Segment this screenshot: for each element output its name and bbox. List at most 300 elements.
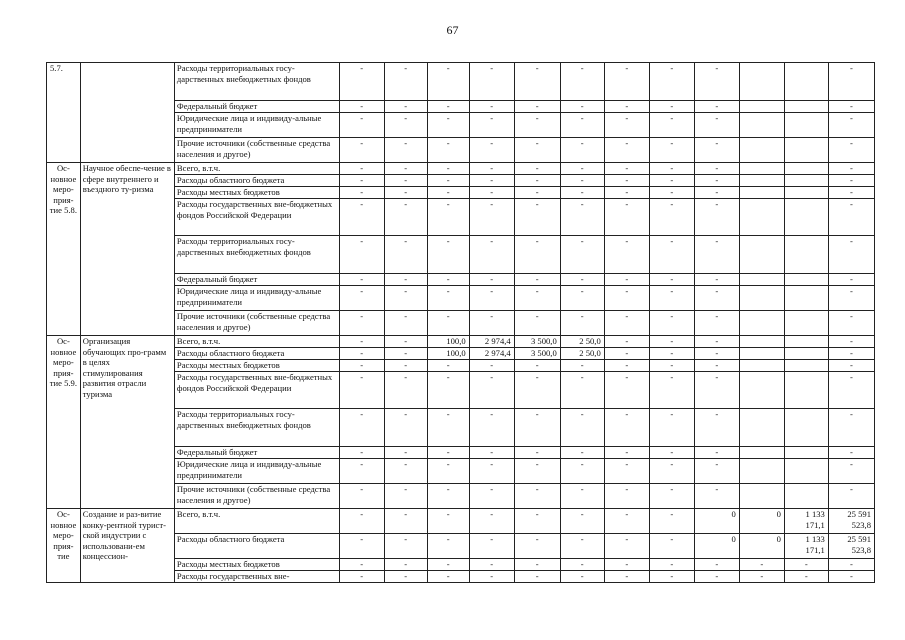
value-cell: - bbox=[514, 286, 560, 311]
value-cell: - bbox=[339, 372, 384, 409]
value-cell: - bbox=[514, 274, 560, 286]
value-cell: - bbox=[384, 175, 427, 187]
value-cell: - bbox=[604, 236, 649, 274]
value-cell: - bbox=[604, 311, 649, 336]
funding-source: Расходы территориальных госу-дарственных внебюджетных фондов bbox=[174, 409, 339, 447]
measure-name: Научное обеспе-чение в сфере внутреннего и въездного ту-ризма bbox=[80, 163, 174, 336]
value-cell: - bbox=[339, 286, 384, 311]
value-cell: - bbox=[427, 559, 469, 571]
value-cell: - bbox=[469, 286, 514, 311]
value-cell: - bbox=[560, 101, 604, 113]
value-cell: - bbox=[514, 113, 560, 138]
value-cell: - bbox=[427, 534, 469, 559]
table-row bbox=[47, 509, 875, 534]
value-cell: 0 bbox=[739, 534, 784, 559]
value-cell: - bbox=[427, 113, 469, 138]
value-cell: - bbox=[469, 571, 514, 583]
value-cell: - bbox=[427, 175, 469, 187]
value-cell: - bbox=[649, 163, 694, 175]
value-cell: - bbox=[560, 447, 604, 459]
value-cell bbox=[739, 348, 784, 360]
value-cell bbox=[739, 484, 784, 509]
value-cell: - bbox=[384, 459, 427, 484]
value-cell bbox=[784, 286, 828, 311]
value-cell: 2 974,4 bbox=[469, 336, 514, 348]
value-cell bbox=[784, 360, 828, 372]
value-cell: - bbox=[339, 199, 384, 236]
value-cell: - bbox=[604, 336, 649, 348]
value-cell: - bbox=[469, 199, 514, 236]
value-cell: - bbox=[560, 372, 604, 409]
value-cell: - bbox=[694, 559, 739, 571]
measure-code: 5.7. bbox=[47, 63, 81, 163]
value-cell: - bbox=[514, 372, 560, 409]
value-cell: - bbox=[384, 559, 427, 571]
value-cell: - bbox=[427, 101, 469, 113]
value-cell: - bbox=[384, 484, 427, 509]
value-cell: - bbox=[604, 113, 649, 138]
funding-source: Расходы областного бюджета bbox=[174, 534, 339, 559]
measure-code: Ос-новное меро-прия-тие 5.8. bbox=[47, 163, 81, 336]
value-cell: - bbox=[384, 236, 427, 274]
value-cell: - bbox=[469, 113, 514, 138]
value-cell: - bbox=[560, 163, 604, 175]
value-cell: - bbox=[784, 571, 828, 583]
value-cell: - bbox=[604, 101, 649, 113]
value-cell: - bbox=[828, 175, 874, 187]
value-cell: - bbox=[469, 534, 514, 559]
value-cell: - bbox=[469, 63, 514, 101]
value-cell: - bbox=[560, 571, 604, 583]
value-cell: - bbox=[339, 509, 384, 534]
value-cell: - bbox=[694, 101, 739, 113]
value-cell: - bbox=[649, 311, 694, 336]
value-cell: - bbox=[694, 138, 739, 163]
value-cell: - bbox=[604, 199, 649, 236]
value-cell: - bbox=[384, 447, 427, 459]
value-cell bbox=[784, 336, 828, 348]
value-cell bbox=[784, 113, 828, 138]
value-cell: - bbox=[514, 447, 560, 459]
value-cell: - bbox=[604, 409, 649, 447]
value-cell: - bbox=[560, 199, 604, 236]
value-cell: 1 133 171,1 bbox=[784, 509, 828, 534]
value-cell: - bbox=[784, 559, 828, 571]
value-cell: - bbox=[649, 336, 694, 348]
value-cell bbox=[784, 187, 828, 199]
value-cell: - bbox=[514, 409, 560, 447]
value-cell: - bbox=[649, 187, 694, 199]
value-cell: - bbox=[604, 447, 649, 459]
table-row bbox=[47, 63, 875, 101]
value-cell: 25 591 523,8 bbox=[828, 509, 874, 534]
value-cell: - bbox=[828, 484, 874, 509]
value-cell: - bbox=[339, 175, 384, 187]
value-cell: - bbox=[828, 63, 874, 101]
funding-source: Расходы государственных вне-бюджетных фондов Российской Федерации bbox=[174, 199, 339, 236]
value-cell: 1 133 171,1 bbox=[784, 534, 828, 559]
value-cell: - bbox=[560, 360, 604, 372]
value-cell: - bbox=[339, 484, 384, 509]
value-cell: - bbox=[828, 571, 874, 583]
value-cell bbox=[784, 274, 828, 286]
value-cell: - bbox=[560, 311, 604, 336]
value-cell: - bbox=[384, 571, 427, 583]
funding-source: Расходы территориальных госу-дарственных внебюджетных фондов bbox=[174, 236, 339, 274]
value-cell: - bbox=[514, 484, 560, 509]
value-cell: - bbox=[384, 311, 427, 336]
value-cell: - bbox=[828, 187, 874, 199]
value-cell: - bbox=[604, 509, 649, 534]
value-cell: - bbox=[694, 286, 739, 311]
value-cell: - bbox=[649, 286, 694, 311]
value-cell: - bbox=[694, 372, 739, 409]
value-cell: - bbox=[427, 372, 469, 409]
value-cell: - bbox=[604, 372, 649, 409]
value-cell: 25 591 523,8 bbox=[828, 534, 874, 559]
value-cell: - bbox=[339, 559, 384, 571]
value-cell: - bbox=[469, 459, 514, 484]
value-cell bbox=[739, 459, 784, 484]
value-cell: - bbox=[514, 101, 560, 113]
value-cell: - bbox=[427, 199, 469, 236]
value-cell: - bbox=[649, 484, 694, 509]
value-cell: - bbox=[514, 571, 560, 583]
funding-source: Расходы областного бюджета bbox=[174, 348, 339, 360]
value-cell: - bbox=[828, 360, 874, 372]
value-cell bbox=[784, 163, 828, 175]
value-cell: - bbox=[828, 236, 874, 274]
value-cell: - bbox=[694, 311, 739, 336]
funding-source: Всего, в.т.ч. bbox=[174, 163, 339, 175]
value-cell bbox=[739, 199, 784, 236]
value-cell: 2 50,0 bbox=[560, 348, 604, 360]
value-cell: - bbox=[427, 360, 469, 372]
value-cell bbox=[784, 199, 828, 236]
value-cell bbox=[739, 187, 784, 199]
value-cell: - bbox=[469, 311, 514, 336]
value-cell: - bbox=[427, 447, 469, 459]
value-cell: - bbox=[339, 163, 384, 175]
value-cell: - bbox=[469, 372, 514, 409]
value-cell: - bbox=[739, 571, 784, 583]
value-cell: - bbox=[469, 163, 514, 175]
value-cell: - bbox=[514, 163, 560, 175]
value-cell: - bbox=[694, 360, 739, 372]
value-cell: - bbox=[384, 336, 427, 348]
value-cell: - bbox=[427, 138, 469, 163]
value-cell bbox=[739, 286, 784, 311]
value-cell bbox=[784, 101, 828, 113]
value-cell: - bbox=[560, 63, 604, 101]
value-cell: - bbox=[560, 187, 604, 199]
value-cell: - bbox=[339, 311, 384, 336]
value-cell: - bbox=[427, 163, 469, 175]
value-cell: - bbox=[427, 484, 469, 509]
funding-source: Федеральный бюджет bbox=[174, 101, 339, 113]
value-cell bbox=[739, 163, 784, 175]
value-cell: - bbox=[469, 559, 514, 571]
value-cell bbox=[739, 113, 784, 138]
value-cell: - bbox=[427, 571, 469, 583]
value-cell bbox=[739, 311, 784, 336]
value-cell: - bbox=[514, 199, 560, 236]
value-cell: - bbox=[649, 459, 694, 484]
value-cell: - bbox=[649, 348, 694, 360]
value-cell: - bbox=[384, 187, 427, 199]
value-cell: - bbox=[514, 138, 560, 163]
value-cell: 0 bbox=[694, 534, 739, 559]
funding-source: Расходы государственных вне- bbox=[174, 571, 339, 583]
funding-source: Федеральный бюджет bbox=[174, 447, 339, 459]
value-cell: - bbox=[604, 163, 649, 175]
value-cell: - bbox=[828, 336, 874, 348]
value-cell: - bbox=[514, 360, 560, 372]
value-cell: - bbox=[828, 311, 874, 336]
value-cell: - bbox=[384, 113, 427, 138]
value-cell: - bbox=[384, 101, 427, 113]
value-cell: - bbox=[384, 534, 427, 559]
value-cell: - bbox=[694, 187, 739, 199]
value-cell bbox=[739, 336, 784, 348]
value-cell: - bbox=[604, 360, 649, 372]
measure-code: Ос-новное меро-прия-тие bbox=[47, 509, 81, 583]
value-cell: - bbox=[469, 509, 514, 534]
value-cell bbox=[784, 484, 828, 509]
funding-source: Прочие источники (собственные средства населения и другое) bbox=[174, 311, 339, 336]
value-cell: - bbox=[469, 236, 514, 274]
value-cell: - bbox=[694, 163, 739, 175]
value-cell: - bbox=[514, 187, 560, 199]
value-cell bbox=[784, 63, 828, 101]
value-cell: - bbox=[828, 372, 874, 409]
value-cell: - bbox=[514, 311, 560, 336]
value-cell: - bbox=[427, 509, 469, 534]
table-row bbox=[47, 336, 875, 348]
value-cell: - bbox=[828, 274, 874, 286]
value-cell: - bbox=[649, 274, 694, 286]
value-cell: - bbox=[828, 163, 874, 175]
value-cell: - bbox=[649, 360, 694, 372]
value-cell: - bbox=[604, 286, 649, 311]
value-cell: - bbox=[427, 459, 469, 484]
value-cell: - bbox=[427, 187, 469, 199]
value-cell: - bbox=[828, 199, 874, 236]
value-cell: - bbox=[694, 199, 739, 236]
value-cell: - bbox=[649, 236, 694, 274]
value-cell bbox=[784, 459, 828, 484]
value-cell: - bbox=[649, 372, 694, 409]
value-cell: - bbox=[694, 113, 739, 138]
value-cell: - bbox=[604, 459, 649, 484]
value-cell: - bbox=[604, 559, 649, 571]
value-cell: - bbox=[560, 113, 604, 138]
value-cell: - bbox=[469, 138, 514, 163]
value-cell: - bbox=[427, 311, 469, 336]
value-cell: - bbox=[828, 447, 874, 459]
value-cell: - bbox=[694, 459, 739, 484]
value-cell: - bbox=[694, 236, 739, 274]
value-cell: - bbox=[694, 336, 739, 348]
value-cell: - bbox=[469, 409, 514, 447]
value-cell: - bbox=[427, 286, 469, 311]
value-cell: - bbox=[694, 484, 739, 509]
value-cell: - bbox=[339, 534, 384, 559]
funding-source: Расходы местных бюджетов bbox=[174, 360, 339, 372]
value-cell: - bbox=[339, 409, 384, 447]
value-cell bbox=[739, 274, 784, 286]
measure-name bbox=[80, 63, 174, 163]
value-cell: 100,0 bbox=[427, 348, 469, 360]
value-cell bbox=[784, 138, 828, 163]
value-cell: - bbox=[384, 274, 427, 286]
value-cell: - bbox=[649, 138, 694, 163]
value-cell: - bbox=[604, 175, 649, 187]
value-cell: - bbox=[339, 113, 384, 138]
funding-source: Расходы территориальных госу-дарственных внебюджетных фондов bbox=[174, 63, 339, 101]
value-cell: - bbox=[649, 63, 694, 101]
value-cell bbox=[784, 348, 828, 360]
funding-source: Прочие источники (собственные средства населения и другое) bbox=[174, 484, 339, 509]
value-cell: - bbox=[339, 236, 384, 274]
funding-source: Юридические лица и индивиду-альные предприниматели bbox=[174, 286, 339, 311]
funding-source: Прочие источники (собственные средства населения и другое) bbox=[174, 138, 339, 163]
value-cell bbox=[784, 447, 828, 459]
value-cell: - bbox=[694, 409, 739, 447]
value-cell: - bbox=[339, 348, 384, 360]
value-cell: 3 500,0 bbox=[514, 348, 560, 360]
value-cell: - bbox=[427, 274, 469, 286]
value-cell: - bbox=[828, 138, 874, 163]
value-cell: - bbox=[339, 336, 384, 348]
value-cell: - bbox=[828, 459, 874, 484]
value-cell: - bbox=[384, 360, 427, 372]
value-cell: - bbox=[694, 175, 739, 187]
value-cell: - bbox=[384, 163, 427, 175]
funding-source: Всего, в.т.ч. bbox=[174, 509, 339, 534]
value-cell: - bbox=[649, 409, 694, 447]
value-cell: - bbox=[384, 63, 427, 101]
value-cell: - bbox=[560, 236, 604, 274]
value-cell bbox=[784, 311, 828, 336]
value-cell: 3 500,0 bbox=[514, 336, 560, 348]
value-cell: - bbox=[514, 534, 560, 559]
value-cell: - bbox=[514, 459, 560, 484]
value-cell bbox=[739, 236, 784, 274]
value-cell: - bbox=[469, 175, 514, 187]
value-cell: - bbox=[339, 459, 384, 484]
value-cell: - bbox=[384, 509, 427, 534]
value-cell: - bbox=[649, 175, 694, 187]
value-cell: - bbox=[339, 274, 384, 286]
value-cell: - bbox=[649, 113, 694, 138]
value-cell: - bbox=[649, 199, 694, 236]
value-cell: - bbox=[694, 571, 739, 583]
funding-source: Юридические лица и индивиду-альные предприниматели bbox=[174, 459, 339, 484]
value-cell: - bbox=[828, 348, 874, 360]
value-cell: - bbox=[427, 409, 469, 447]
value-cell bbox=[784, 409, 828, 447]
value-cell: - bbox=[384, 348, 427, 360]
value-cell: - bbox=[604, 571, 649, 583]
value-cell: - bbox=[339, 360, 384, 372]
value-cell: - bbox=[604, 138, 649, 163]
value-cell: - bbox=[649, 101, 694, 113]
value-cell: 2 974,4 bbox=[469, 348, 514, 360]
value-cell bbox=[739, 101, 784, 113]
value-cell: - bbox=[828, 286, 874, 311]
value-cell: - bbox=[560, 286, 604, 311]
value-cell: - bbox=[469, 484, 514, 509]
funding-source: Расходы государственных вне-бюджетных фондов Российской Федерации bbox=[174, 372, 339, 409]
page-number: 67 bbox=[446, 23, 459, 37]
value-cell: - bbox=[828, 101, 874, 113]
value-cell: - bbox=[694, 348, 739, 360]
value-cell: - bbox=[339, 138, 384, 163]
value-cell: - bbox=[514, 509, 560, 534]
funding-source: Юридические лица и индивиду-альные предприниматели bbox=[174, 113, 339, 138]
value-cell: - bbox=[649, 509, 694, 534]
funding-source: Расходы местных бюджетов bbox=[174, 187, 339, 199]
value-cell bbox=[784, 236, 828, 274]
value-cell: - bbox=[469, 274, 514, 286]
value-cell: - bbox=[384, 138, 427, 163]
value-cell: - bbox=[514, 63, 560, 101]
value-cell: - bbox=[514, 236, 560, 274]
value-cell: - bbox=[514, 559, 560, 571]
value-cell: - bbox=[649, 559, 694, 571]
value-cell: - bbox=[828, 113, 874, 138]
funding-source: Всего, в.т.ч. bbox=[174, 336, 339, 348]
value-cell: 2 50,0 bbox=[560, 336, 604, 348]
value-cell: - bbox=[339, 187, 384, 199]
value-cell: - bbox=[560, 484, 604, 509]
value-cell: - bbox=[649, 571, 694, 583]
value-cell bbox=[739, 372, 784, 409]
value-cell: 0 bbox=[694, 509, 739, 534]
value-cell: - bbox=[384, 199, 427, 236]
measure-code: Ос-новное меро-прия-тие 5.9. bbox=[47, 336, 81, 509]
value-cell: - bbox=[427, 236, 469, 274]
value-cell: - bbox=[694, 274, 739, 286]
value-cell: - bbox=[469, 101, 514, 113]
value-cell: 0 bbox=[739, 509, 784, 534]
value-cell: - bbox=[694, 63, 739, 101]
value-cell bbox=[784, 372, 828, 409]
funding-source: Расходы областного бюджета bbox=[174, 175, 339, 187]
table-row bbox=[47, 163, 875, 175]
value-cell: - bbox=[339, 63, 384, 101]
value-cell: - bbox=[469, 360, 514, 372]
value-cell: - bbox=[339, 571, 384, 583]
value-cell: - bbox=[339, 447, 384, 459]
measure-name: Организация обучающих про-грамм в целях стимулирования развития отрасли туризма bbox=[80, 336, 174, 509]
value-cell: - bbox=[514, 175, 560, 187]
funding-source: Федеральный бюджет bbox=[174, 274, 339, 286]
value-cell bbox=[739, 175, 784, 187]
value-cell: - bbox=[604, 274, 649, 286]
value-cell: - bbox=[739, 559, 784, 571]
budget-table bbox=[46, 62, 875, 583]
value-cell bbox=[739, 447, 784, 459]
value-cell bbox=[739, 138, 784, 163]
measure-name: Создание и раз-витие конку-рентной турист-ской индустрии с использовани-ем концессион- bbox=[80, 509, 174, 583]
value-cell: - bbox=[560, 559, 604, 571]
value-cell: - bbox=[604, 534, 649, 559]
value-cell: - bbox=[384, 286, 427, 311]
value-cell: - bbox=[604, 348, 649, 360]
value-cell: - bbox=[560, 409, 604, 447]
